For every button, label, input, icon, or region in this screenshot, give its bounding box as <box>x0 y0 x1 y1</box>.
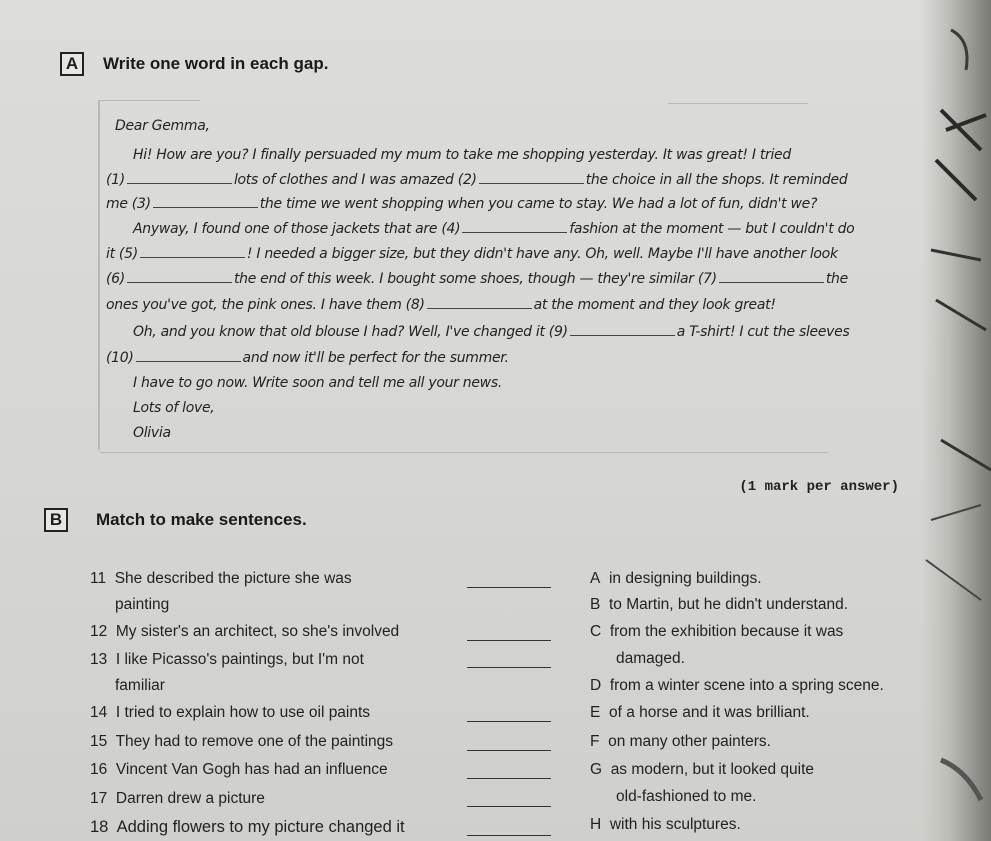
question-14: 14 I tried to explain how to use oil paints <box>90 704 371 721</box>
letter-line: it (5) ! I needed a bigger size, but they didn't have any. Oh, well. Maybe I'll have another look <box>106 246 838 262</box>
letter-top-rule <box>100 100 200 101</box>
gap-9[interactable] <box>570 323 675 336</box>
question-12: 12 My sister's an architect, so she's involved <box>90 623 400 640</box>
question-13: 13 I like Picasso's paintings, but I'm not <box>90 651 364 668</box>
section-b-label: B <box>44 508 68 532</box>
question-16: 16 Vincent Van Gogh has had an influence <box>90 761 388 778</box>
option-e: E of a horse and it was brilliant. <box>590 704 810 721</box>
letter-line: Oh, and you know that old blouse I had? Well, I've changed it (9) a T-shirt! I cut the sleeves <box>133 324 850 340</box>
letter-top-rule-right <box>668 103 808 104</box>
gap-7[interactable] <box>719 270 824 283</box>
letter-line: Anyway, I found one of those jackets that are (4) fashion at the moment — but I couldn't do <box>133 221 855 237</box>
letter-signature: Olivia <box>133 425 171 441</box>
letter-line: (1) lots of clothes and I was amazed (2) the choice in all the shops. It reminded <box>106 172 848 188</box>
gap-3[interactable] <box>153 195 258 208</box>
option-c-cont: damaged. <box>616 650 685 667</box>
letter-closing: Lots of love, <box>133 400 215 416</box>
letter-line: I have to go now. Write soon and tell me all your news. <box>133 375 502 391</box>
answer-blank-12[interactable] <box>467 639 551 641</box>
option-a: A in designing buildings. <box>590 570 762 587</box>
question-13-cont: familiar <box>115 677 165 694</box>
answer-blank-17[interactable] <box>467 805 551 807</box>
question-18: 18 Adding flowers to my picture changed it <box>90 818 405 836</box>
option-d: D from a winter scene into a spring scene. <box>590 677 884 694</box>
letter-line: (10) and now it'll be perfect for the summer. <box>106 350 509 366</box>
letter-line: ones you've got, the pink ones. I have them (8) at the moment and they look great! <box>106 297 776 313</box>
answer-blank-13[interactable] <box>467 666 551 668</box>
option-f: F on many other painters. <box>590 733 771 750</box>
gap-1[interactable] <box>127 171 232 184</box>
letter-line: (6) the end of this week. I bought some shoes, though — they're similar (7) the <box>106 271 848 287</box>
letter-bottom-rule <box>100 452 828 453</box>
question-17: 17 Darren drew a picture <box>90 790 265 807</box>
option-g-cont: old-fashioned to me. <box>616 788 757 805</box>
answer-blank-16[interactable] <box>467 777 551 779</box>
answer-blank-15[interactable] <box>467 749 551 751</box>
section-b-instruction: Match to make sentences. <box>96 510 307 529</box>
gap-10[interactable] <box>136 349 241 362</box>
answer-blank-11[interactable] <box>467 586 551 588</box>
gap-6[interactable] <box>127 270 232 283</box>
option-b: B to Martin, but he didn't understand. <box>590 596 849 613</box>
question-11: 11 She described the picture she was <box>90 570 352 587</box>
page-edge-illustration <box>921 0 991 841</box>
question-15: 15 They had to remove one of the paintings <box>90 733 394 750</box>
option-c: C from the exhibition because it was <box>590 623 844 640</box>
option-g: G as modern, but it looked quite <box>590 761 815 778</box>
section-a-label: A <box>60 52 84 76</box>
answer-blank-18[interactable] <box>467 834 551 836</box>
letter-line: me (3) the time we went shopping when you came to stay. We had a lot of fun, didn't we? <box>106 196 818 212</box>
letter-line: Hi! How are you? I finally persuaded my mum to take me shopping yesterday. It was great! I tried <box>133 147 791 163</box>
answer-blank-14[interactable] <box>467 720 551 722</box>
section-a-instruction: Write one word in each gap. <box>103 54 329 73</box>
gap-2[interactable] <box>479 171 584 184</box>
gap-8[interactable] <box>427 296 532 309</box>
question-11-cont: painting <box>115 596 170 613</box>
gap-5[interactable] <box>140 245 245 258</box>
mark-note: (1 mark per answer) <box>739 479 899 495</box>
option-h: H with his sculptures. <box>590 816 741 833</box>
letter-salutation: Dear Gemma, <box>115 118 210 134</box>
gap-4[interactable] <box>462 220 567 233</box>
